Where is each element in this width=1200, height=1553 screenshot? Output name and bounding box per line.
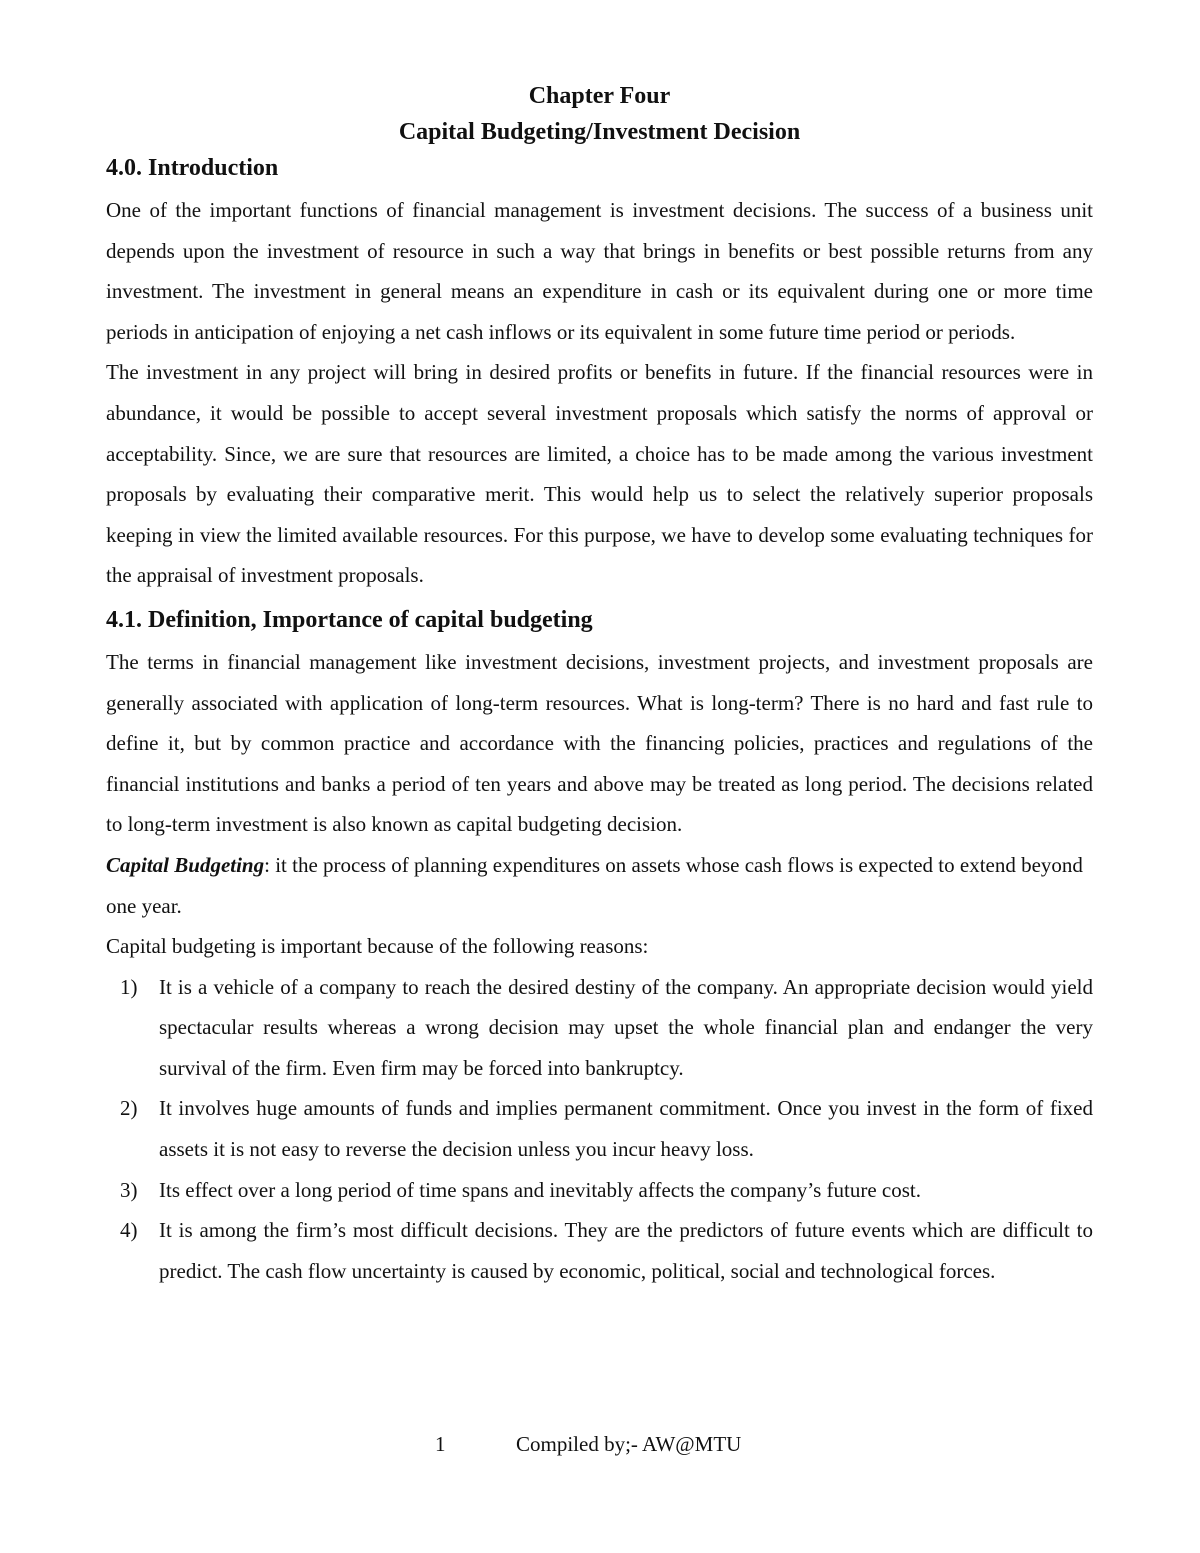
intro-paragraph-2: The investment in any project will bring in desired profits or benefits in future. If the financial resources were in abundance, it would be possible to accept several investment proposals which satisfy the norms of approval or acceptability. Since, we are sure that resources are limited, a choice has to be made among the various investment proposals by evaluating their comparative merit. This would help us to select the relatively superior proposals keeping in view the limited available resources. For this purpose, we have to develop some evaluating techniques for the appraisal of investment proposals.	[106, 360, 1093, 588]
chapter-title: Chapter Four	[528, 83, 671, 109]
list-item	[106, 1170, 1093, 1211]
capital-budgeting-definition	[106, 845, 1093, 926]
section-heading-introduction: 4.0. Introduction	[106, 155, 279, 181]
document-page	[106, 78, 1093, 1291]
list-item-number: 3)	[120, 1177, 138, 1202]
list-item-text: It is among the firm’s most difficult decisions. They are the predictors of future events which are difficult to predict. The cash flow uncertainty is caused by economic, political, social and technological forces.	[159, 1218, 1093, 1283]
list-item	[106, 967, 1093, 1089]
section-heading-definition: 4.1. Definition, Importance of capital budgeting	[106, 606, 593, 633]
intro-paragraph-1: One of the important functions of financial management is investment decisions. The success of a business unit depends upon the investment of resource in such a way that brings in benefits or best possible returns from any investment. The investment in general means an expenditure in cash or its equivalent during one or more time periods in anticipation of enjoying a net cash inflows or its equivalent in some future time period or periods.	[106, 198, 1093, 344]
list-item	[106, 1088, 1093, 1169]
reasons-list	[106, 967, 1093, 1292]
list-item	[106, 1210, 1093, 1291]
page-number: 1	[435, 1432, 446, 1456]
definition-text: : it the process of planning expenditures on assets whose cash flows is expected to extend beyond one year.	[106, 852, 1083, 918]
list-item-number: 2)	[120, 1096, 138, 1121]
reasons-intro: Capital budgeting is important because of the following reasons:	[106, 934, 649, 959]
list-item-text: It is a vehicle of a company to reach the desired destiny of the company. An appropriate decision would yield spectacular results whereas a wrong decision may upset the whole financial plan and endanger the very survival of the firm. Even firm may be forced into bankruptcy.	[159, 974, 1093, 1080]
list-item-number: 4)	[120, 1218, 138, 1243]
list-item-text: Its effect over a long period of time spans and inevitably affects the company’s future cost.	[159, 1177, 921, 1202]
definition-paragraph-1: The terms in financial management like investment decisions, investment projects, and investment proposals are generally associated with application of long-term resources. What is long-term? There is no hard and fast rule to define it, but by common practice and accordance with the financing policies, practices and regulations of the financial institutions and banks a period of ten years and above may be treated as long period. The decisions related to long-term investment is also known as capital budgeting decision.	[106, 649, 1093, 837]
chapter-subtitle: Capital Budgeting/Investment Decision	[398, 119, 801, 145]
list-item-number: 1)	[120, 974, 138, 999]
definition-term: Capital Budgeting	[106, 852, 265, 877]
list-item-text: It involves huge amounts of funds and implies permanent commitment. Once you invest in the form of fixed assets it is not easy to reverse the decision unless you incur heavy loss.	[159, 1096, 1093, 1162]
footer-credit: Compiled by;- AW@MTU	[516, 1432, 742, 1456]
